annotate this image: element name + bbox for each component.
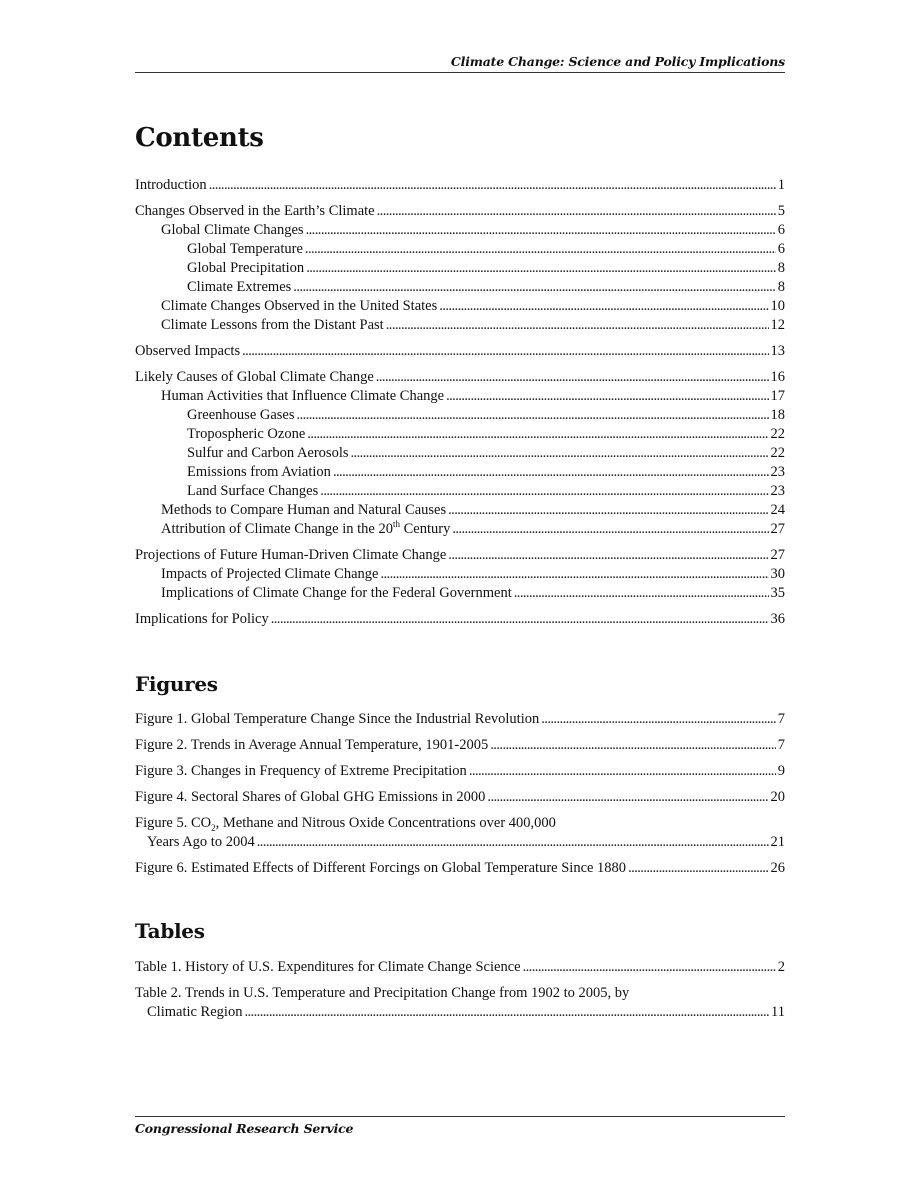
- dot-leader: [376, 368, 769, 387]
- dot-leader: [333, 463, 769, 482]
- dot-leader: [306, 221, 776, 240]
- toc-entry-title: Methods to Compare Human and Natural Causes: [161, 502, 447, 518]
- running-footer: [135, 1116, 785, 1136]
- toc-entry[interactable]: [135, 342, 785, 361]
- toc-entry-title: Climate Extremes: [187, 279, 292, 295]
- toc-table-1[interactable]: [135, 958, 785, 977]
- toc-entry-page: 36: [770, 611, 785, 627]
- toc-entry-page: 22: [770, 426, 785, 442]
- toc-entry-title-line1: [135, 814, 785, 833]
- toc-entry-title: Changes Observed in the Earth’s Climate: [135, 203, 375, 219]
- tables-heading: Tables: [135, 919, 205, 943]
- toc-entry-page: 27: [770, 547, 785, 563]
- toc-entry-title: Global Climate Changes: [161, 222, 304, 238]
- superscript: th: [392, 519, 400, 530]
- toc-entry-title-part-b: , Methane and Nitrous Oxide Concentrations over 400,000: [215, 815, 556, 831]
- toc-figure-3[interactable]: [135, 762, 785, 781]
- tables-list: [135, 958, 785, 1029]
- dot-leader: [439, 297, 768, 316]
- dot-leader: [452, 520, 768, 539]
- toc-entry[interactable]: [135, 221, 785, 240]
- contents-list: [135, 176, 785, 629]
- dot-leader: [628, 859, 768, 878]
- toc-entry[interactable]: [135, 278, 785, 297]
- toc-entry-page: 21: [770, 834, 785, 850]
- dot-leader: [380, 565, 768, 584]
- dot-leader: [523, 958, 776, 977]
- toc-entry-page: 30: [770, 566, 785, 582]
- toc-entry-title: Introduction: [135, 177, 207, 193]
- dot-leader: [242, 342, 768, 361]
- toc-entry-page: 6: [777, 241, 785, 257]
- toc-entry-title: Greenhouse Gases: [187, 407, 295, 423]
- toc-entry-title: Land Surface Changes: [187, 483, 319, 499]
- toc-entry[interactable]: [135, 176, 785, 195]
- dot-leader: [297, 406, 769, 425]
- toc-entry-page: 18: [770, 407, 785, 423]
- toc-entry-title: Figure 2. Trends in Average Annual Temperature, 1901-2005: [135, 737, 489, 753]
- toc-table-2[interactable]: [135, 984, 785, 1022]
- toc-entry-title: Implications of Climate Change for the Federal Government: [161, 585, 512, 601]
- toc-entry-title: Sulfur and Carbon Aerosols: [187, 445, 349, 461]
- dot-leader: [386, 316, 769, 335]
- dot-leader: [351, 444, 769, 463]
- toc-entry-page: 23: [770, 464, 785, 480]
- toc-entry-title: Tropospheric Ozone: [187, 426, 306, 442]
- toc-entry-title: Global Temperature: [187, 241, 303, 257]
- toc-entry-title: Projections of Future Human-Driven Climate Change: [135, 547, 447, 563]
- toc-entry[interactable]: [135, 501, 785, 520]
- dot-leader: [448, 546, 768, 565]
- toc-entry-page: 23: [770, 483, 785, 499]
- dot-leader: [271, 610, 769, 629]
- toc-figure-2[interactable]: [135, 736, 785, 755]
- toc-entry-title: Observed Impacts: [135, 343, 241, 359]
- toc-entry-title: Likely Causes of Global Climate Change: [135, 369, 374, 385]
- toc-entry-title: Figure 1. Global Temperature Change Since the Industrial Revolution: [135, 711, 540, 727]
- toc-entry[interactable]: [135, 240, 785, 259]
- toc-entry-page: 12: [770, 317, 785, 333]
- toc-entry-title: Table 1. History of U.S. Expenditures for Climate Change Science: [135, 959, 521, 975]
- toc-entry-page: 8: [777, 279, 785, 295]
- toc-entry-title-continued: Climatic Region: [147, 1004, 243, 1020]
- figures-heading: Figures: [135, 672, 218, 696]
- toc-entry[interactable]: [135, 546, 785, 565]
- toc-entry-page: 9: [777, 763, 785, 779]
- toc-entry[interactable]: [135, 584, 785, 603]
- dot-leader: [305, 240, 776, 259]
- dot-leader: [469, 762, 776, 781]
- toc-figure-4[interactable]: [135, 788, 785, 807]
- dot-leader: [244, 1003, 769, 1022]
- dot-leader: [320, 482, 768, 501]
- toc-entry-page: 26: [770, 860, 785, 876]
- dot-leader: [257, 833, 769, 852]
- dot-leader: [490, 736, 776, 755]
- dot-leader: [293, 278, 775, 297]
- toc-entry-page: 10: [770, 298, 785, 314]
- running-header: [135, 54, 785, 73]
- toc-entry-page: 11: [771, 1004, 785, 1020]
- dot-leader: [307, 425, 768, 444]
- toc-entry[interactable]: [135, 406, 785, 425]
- dot-leader: [446, 387, 768, 406]
- toc-entry-title: [161, 520, 450, 539]
- figures-list: [135, 710, 785, 885]
- contents-heading: Contents: [135, 123, 264, 153]
- toc-entry[interactable]: [135, 610, 785, 629]
- toc-entry[interactable]: [135, 482, 785, 501]
- toc-entry[interactable]: [135, 463, 785, 482]
- toc-entry[interactable]: [135, 316, 785, 335]
- toc-figure-1[interactable]: [135, 710, 785, 729]
- toc-entry-title: Figure 3. Changes in Frequency of Extreme Precipitation: [135, 763, 467, 779]
- dot-leader: [377, 202, 776, 221]
- toc-figure-6[interactable]: [135, 859, 785, 878]
- toc-entry-title: Emissions from Aviation: [187, 464, 331, 480]
- toc-entry-page: 6: [777, 222, 785, 238]
- header-title: Climate Change: Science and Policy Implications: [450, 54, 785, 69]
- toc-entry-title-continued: Years Ago to 2004: [147, 834, 255, 850]
- dot-leader: [541, 710, 776, 729]
- toc-entry[interactable]: [135, 259, 785, 278]
- toc-figure-5[interactable]: [135, 814, 785, 852]
- toc-entry[interactable]: [135, 387, 785, 406]
- toc-entry-title: Climate Changes Observed in the United States: [161, 298, 438, 314]
- toc-entry-page: 5: [777, 203, 785, 219]
- toc-entry-page: 27: [770, 521, 785, 537]
- toc-entry-title-part: Century: [399, 521, 451, 537]
- dot-leader: [514, 584, 769, 603]
- subscript: 2: [211, 822, 216, 833]
- toc-entry-title-part-a: Figure 5. CO: [135, 815, 212, 831]
- toc-entry-title-part: Attribution of Climate Change in the 20: [161, 521, 393, 537]
- toc-entry-page: 13: [770, 343, 785, 359]
- toc-entry-page: 7: [777, 711, 785, 727]
- toc-entry-title: Figure 4. Sectoral Shares of Global GHG Emissions in 2000: [135, 789, 486, 805]
- toc-entry-title: Impacts of Projected Climate Change: [161, 566, 379, 582]
- toc-entry[interactable]: [135, 368, 785, 387]
- toc-entry[interactable]: [135, 202, 785, 221]
- toc-entry-title: Figure 6. Estimated Effects of Different Forcings on Global Temperature Since 1880: [135, 860, 627, 876]
- dot-leader: [487, 788, 768, 807]
- dot-leader: [306, 259, 776, 278]
- toc-entry-title-line1: Table 2. Trends in U.S. Temperature and Precipitation Change from 1902 to 2005, by: [135, 985, 630, 1001]
- dot-leader: [448, 501, 768, 520]
- toc-entry[interactable]: [135, 425, 785, 444]
- toc-entry-title: Global Precipitation: [187, 260, 305, 276]
- toc-entry[interactable]: [135, 520, 785, 539]
- toc-entry-page: 1: [777, 177, 785, 193]
- toc-entry-title: Implications for Policy: [135, 611, 269, 627]
- toc-entry-page: 17: [770, 388, 785, 404]
- toc-entry-title: Human Activities that Influence Climate Change: [161, 388, 445, 404]
- toc-entry-page: 16: [770, 369, 785, 385]
- dot-leader: [209, 176, 776, 195]
- toc-entry-page: 35: [770, 585, 785, 601]
- toc-entry-page: 22: [770, 445, 785, 461]
- toc-entry-page: 8: [777, 260, 785, 276]
- toc-entry[interactable]: [135, 565, 785, 584]
- toc-entry-page: 2: [777, 959, 785, 975]
- toc-entry-page: 20: [770, 789, 785, 805]
- toc-entry[interactable]: [135, 444, 785, 463]
- toc-entry[interactable]: [135, 297, 785, 316]
- toc-entry-page: 7: [777, 737, 785, 753]
- footer-text: Congressional Research Service: [135, 1121, 354, 1136]
- toc-entry-page: 24: [770, 502, 785, 518]
- toc-entry-title: Climate Lessons from the Distant Past: [161, 317, 384, 333]
